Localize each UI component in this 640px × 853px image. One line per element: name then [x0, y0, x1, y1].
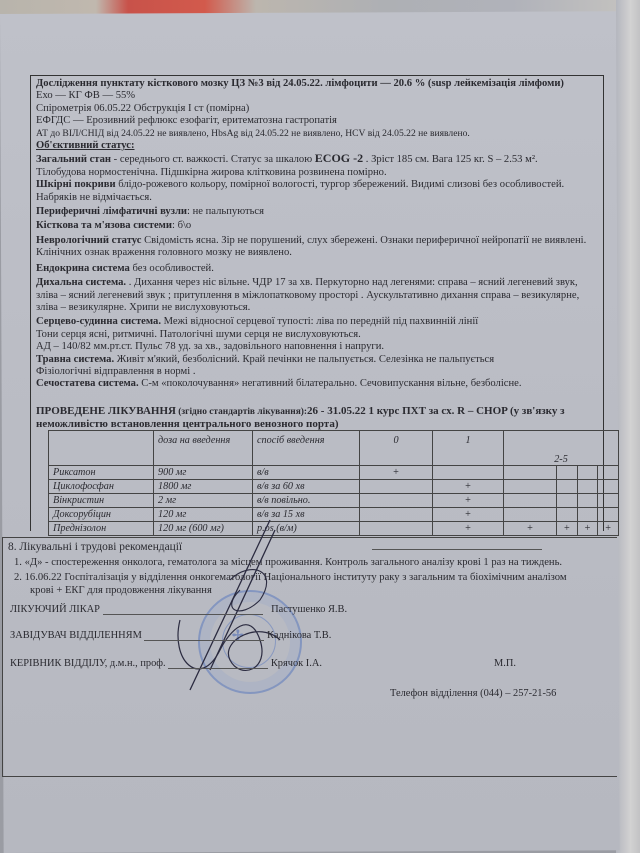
lymph-text: : не пальпуються: [187, 206, 265, 218]
chief-role: КЕРІВНИК ВІДДІЛУ, д.м.н., проф.: [10, 658, 166, 669]
recommendation-item-continued: крові + ЕКГ для продовження лікування: [30, 585, 212, 596]
bone-label: Кісткова та м'язова системи: [36, 220, 172, 232]
chief-name: Крячок І.А.: [270, 658, 322, 669]
attending-name: Пастушенко Я.В.: [271, 604, 348, 615]
table-row: [49, 522, 619, 536]
day4-mark: [577, 466, 598, 480]
department-phone: Телефон відділення (044) – 257-21-56: [390, 688, 557, 699]
attending-physician-line: [10, 604, 347, 615]
cardio-label: Серцево-судинна система.: [36, 316, 161, 328]
day4-mark: [577, 480, 598, 494]
day5-mark: [598, 494, 619, 508]
day5-mark: [598, 480, 619, 494]
day0-mark: [360, 494, 433, 508]
drug-name: Циклофосфан: [49, 480, 154, 494]
treatment-subtitle: (згідно стандартів лікування):: [175, 406, 308, 417]
cardio-text: Межі відносної серцевої тупості: ліва по передній під пахвинній лінії: [160, 316, 479, 328]
skin-label: Шкірні покриви: [36, 179, 116, 191]
day2-mark: +: [504, 522, 557, 536]
general-text: - середнього ст. важкості. Статус за шкалою: [111, 154, 315, 166]
col-day1: 1: [433, 431, 504, 466]
resp-text: . Дихання через ніс вільне. ЧДР 17 за хв. Перкуторно над легенями: справа – ясний легеневий звук, зліва – ясний легеневий звук ; притуплення в міжлопатковому просторі . Аускультативно дихання справа – везикулярне, зліва – везикулярне. Хрипи не вислуховуються.: [36, 277, 580, 313]
col-day2-5: 2-5: [504, 431, 619, 466]
bone-text: : б\о: [172, 220, 192, 232]
day3-mark: [557, 508, 578, 522]
col-day0: 0: [360, 431, 433, 466]
col-dose: доза на введення: [154, 431, 253, 466]
bone-marrow-result: Дослідження пунктату кісткового мозку ЦЗ №3 від 24.05.22. лімфоцити — 20.6 % (susp лейкемізація лімфоми): [36, 78, 564, 89]
lymph-label: Периферичні лімфатичні вузли: [36, 206, 188, 218]
day1-mark: +: [433, 480, 504, 494]
handwritten-signature-icon: [160, 500, 320, 700]
day5-mark: [598, 466, 619, 480]
recommendation-item: 2. 16.06.22 Госпіталізація у відділення онкогематології Національного інституту раку з загальним та біохімічним аналізом: [14, 572, 567, 583]
drug-route: p.os (в/м): [253, 522, 360, 536]
digest-label: Травна система.: [36, 353, 115, 365]
chemotherapy-table: [48, 430, 619, 536]
day0-mark: [360, 480, 433, 494]
table-row: [49, 466, 619, 480]
digest-text: Живіт м'який, безболісний. Край печінки не пальпується. Селезінка не пальпується: [114, 353, 495, 365]
head-role: ЗАВІДУВАЧ ВІДДІЛЕННЯМ: [10, 630, 142, 641]
digest-normal: Фізіологічні відправлення в нормі .: [36, 365, 196, 377]
drug-dose: 1800 мг: [154, 480, 253, 494]
day1-mark: +: [433, 508, 504, 522]
drug-route: в/в за 60 хв: [253, 480, 360, 494]
day1-mark: +: [433, 522, 504, 536]
clinical-text: [36, 78, 602, 431]
drug-route: в/в: [253, 466, 360, 480]
serology-result: АТ до ВІЛ/СНІД від 24.05.22 не виявлено, HbsAg від 24.05.22 не виявлено, HCV від 24.05.22 не виявлено.: [36, 127, 470, 139]
table-header-row: [49, 431, 619, 466]
table-row: [49, 480, 619, 494]
day1-mark: +: [433, 494, 504, 508]
drug-dose: 120 мг (600 мг): [154, 522, 253, 536]
drug-route: в/в повільно.: [253, 494, 360, 508]
head-name: Каднікова Т.В.: [267, 630, 332, 641]
uro-text: С-м «поколочування» негативний білатерально. Сечовипускання вільне, безболісне.: [138, 378, 522, 390]
day3-mark: +: [557, 522, 578, 536]
recommendation-item: 1. «Д» - спостереження онколога, гематолога за місцем проживання. Контроль загального аналізу крові 1 раз на тиждень.: [14, 557, 563, 568]
table-row: [49, 508, 619, 522]
resp-label: Дихальна система.: [36, 277, 127, 289]
drug-name: Риксатон: [49, 466, 154, 480]
objective-status-title: Об'єктивний статус:: [36, 140, 135, 152]
drug-dose: 2 мг: [154, 494, 253, 508]
col-route: спосіб введення: [253, 431, 360, 466]
neuro-text: Свідомість ясна. Зір не порушений, слух збережені. Ознаки периферичної нейропатії не виявлені. Клінічних ознак враження головного мозку не виявлено.: [36, 234, 587, 259]
drug-route: в/в за 15 хв: [253, 508, 360, 522]
day3-mark: [557, 466, 578, 480]
ecog-score: ECOG -2: [314, 151, 364, 166]
drug-dose: 900 мг: [154, 466, 253, 480]
drug-dose: 120 мг: [154, 508, 253, 522]
endo-text: без особливостей.: [129, 262, 214, 274]
treatment-course: 26 - 31.05.22 1 курс ПХТ за сх. R – CHOP (у зв'язку з неможливістю встановлення центрального венозного порта): [36, 404, 565, 431]
day3-mark: [557, 480, 578, 494]
blood-pressure: АД – 140/82 мм.рт.ст. Пульс 78 уд. за хв., задовільного наповнення і напруги.: [36, 341, 385, 353]
day2-mark: [504, 480, 557, 494]
general-label: Загальний стан: [36, 154, 112, 166]
day5-mark: +: [598, 522, 619, 536]
body-type: Тілобудова нормостенічна. Підшкірна жирова клітковина розвинена помірно.: [36, 166, 387, 178]
day0-mark: [360, 522, 433, 536]
endo-label: Ендокрина система: [36, 262, 130, 274]
day2-mark: [504, 466, 557, 480]
table-row: [49, 494, 619, 508]
day5-mark: [598, 508, 619, 522]
day4-mark: +: [577, 522, 598, 536]
chief-line: [10, 658, 322, 669]
day3-mark: [557, 494, 578, 508]
stamp-emblem-icon: ✢: [232, 629, 244, 644]
spirometry-result: Спірометрія 06.05.22 Обструкція І ст (помірна): [36, 102, 250, 114]
day4-mark: [577, 508, 598, 522]
echo-result: Ехо — КГ ФВ — 55%: [36, 90, 136, 102]
day0-mark: +: [360, 466, 433, 480]
drug-name: Вінкристин: [49, 494, 154, 508]
seal-label: М.П.: [494, 658, 516, 669]
col-drug: [49, 431, 154, 466]
photo-background-right: [616, 0, 640, 853]
day4-mark: [577, 494, 598, 508]
day0-mark: [360, 508, 433, 522]
attending-role: ЛІКУЮЧИЙ ЛІКАР: [10, 604, 100, 615]
drug-name: Доксорубіцин: [49, 508, 154, 522]
recommendations-title: 8. Лікувальні і трудові рекомендації: [8, 541, 183, 553]
efgds-result: ЕФГДС — Ерозивний рефлюкс езофагіт, еритематозна гастропатія: [36, 115, 337, 127]
heart-tones: Тони серця ясні, ритмичні. Патологічні шуми серця не вислуховуються.: [36, 328, 361, 340]
anthropometry: . Зріст 185 см. Вага 125 кг. S – 2.53 м².: [363, 154, 538, 166]
day1-mark: [433, 466, 504, 480]
drug-name: Преднізолон: [49, 522, 154, 536]
department-head-line: [10, 630, 331, 641]
day2-mark: [504, 494, 557, 508]
uro-label: Сечостатева система.: [36, 378, 139, 390]
skin-text: блідо-рожевого кольору, помірної вологості, тургор збережений. Видимі слизові без особливостей. Набряків не відмічається.: [36, 179, 565, 203]
treatment-title: ПРОВЕДЕНЕ ЛІКУВАННЯ: [36, 404, 176, 417]
neuro-label: Неврологічний статус: [36, 234, 142, 246]
day2-mark: [504, 508, 557, 522]
